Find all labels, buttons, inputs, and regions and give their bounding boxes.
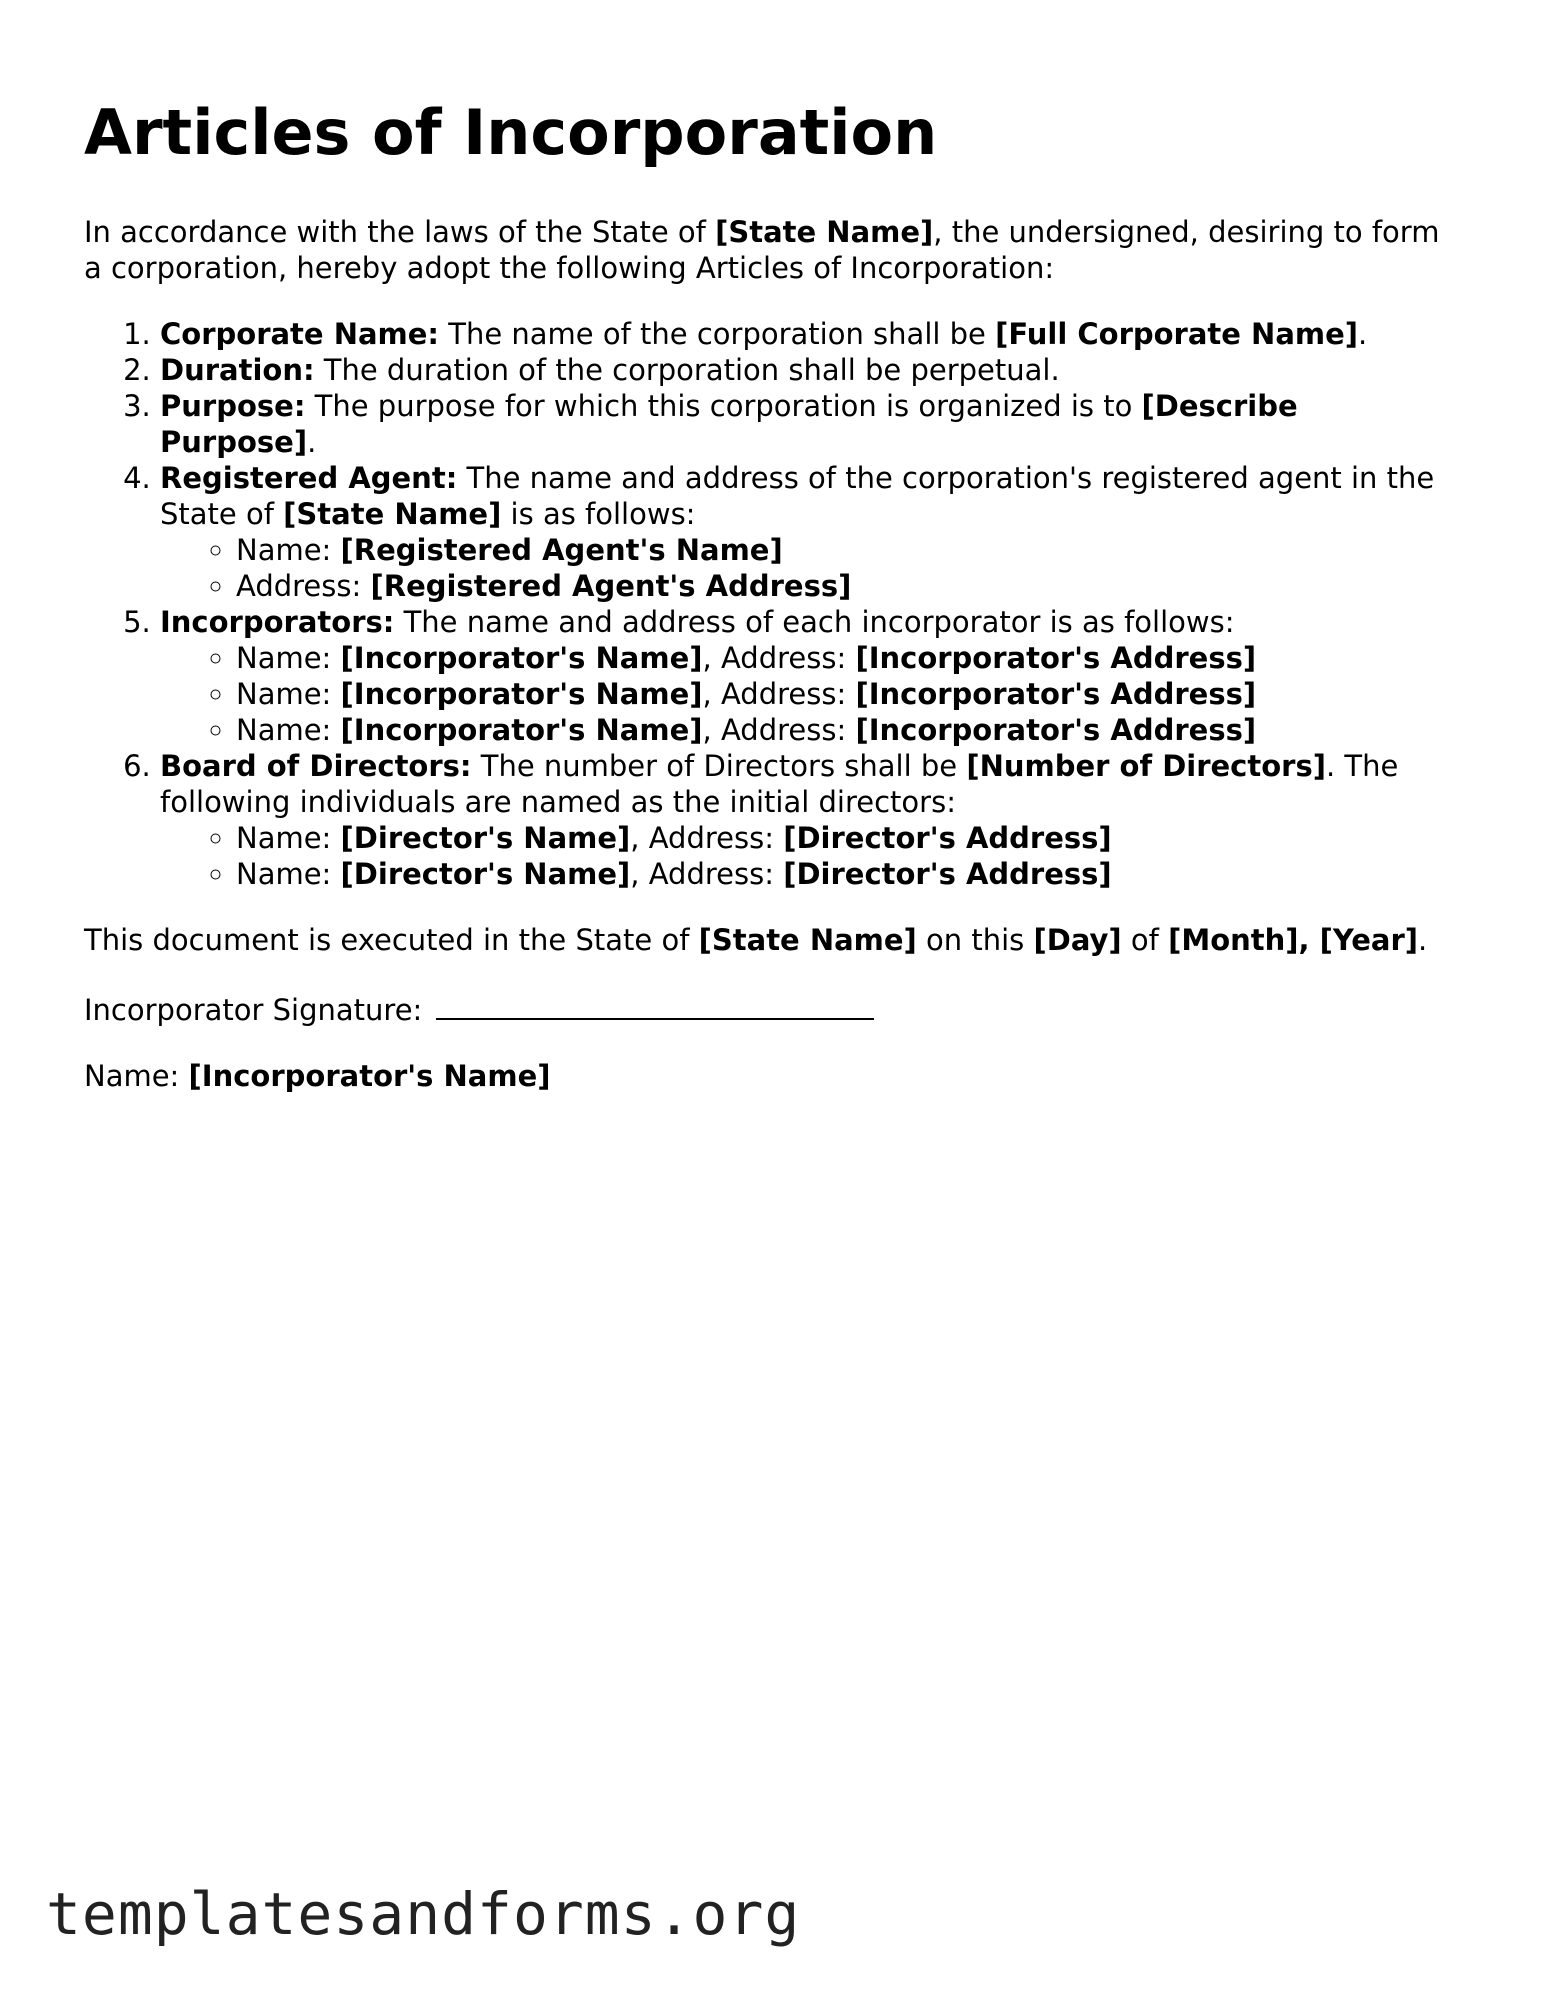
agent-address-item — [236, 568, 1460, 604]
director-item — [236, 856, 1460, 892]
incorporator-address-placeholder: [Incorporator's Address] — [855, 713, 1257, 748]
field-label: Name: — [236, 533, 341, 568]
field-label: Name: — [236, 857, 341, 892]
incorporators-list — [160, 640, 1460, 748]
director-item — [236, 820, 1460, 856]
signer-name-label: Name: — [84, 1059, 189, 1094]
field-label: Name: — [236, 641, 341, 676]
signer-name-line — [84, 1058, 1460, 1094]
article-text: The purpose for which this corporation is organized is to — [305, 389, 1142, 424]
execution-text: on this — [916, 923, 1034, 958]
article-board-of-directors — [160, 748, 1460, 892]
intro-text-post: , the undersigned, desiring to form a corporation, hereby adopt the following Articles of Incorporation: — [84, 215, 1440, 286]
incorporator-item — [236, 640, 1460, 676]
directors-list — [160, 820, 1460, 892]
article-label: Corporate Name: — [160, 317, 440, 352]
incorporator-name-placeholder: [Incorporator's Name] — [340, 641, 703, 676]
field-label: Name: — [236, 713, 341, 748]
director-address-placeholder: [Director's Address] — [783, 821, 1112, 856]
incorporator-item — [236, 676, 1460, 712]
article-text: The name of the corporation shall be — [439, 317, 996, 352]
intro-text-pre: In accordance with the laws of the State of — [84, 215, 716, 250]
article-label: Registered Agent: — [160, 461, 458, 496]
execution-paragraph — [84, 922, 1460, 958]
field-label: , Address: — [630, 821, 784, 856]
execution-text: . — [1418, 923, 1428, 958]
article-purpose — [160, 388, 1460, 460]
incorporator-address-placeholder: [Incorporator's Address] — [855, 677, 1257, 712]
article-label: Board of Directors: — [160, 749, 472, 784]
article-text: The name and address of each incorporator is as follows: — [394, 605, 1235, 640]
article-text: The name and address of the corporation's registered agent in the State of — [160, 461, 1435, 532]
signer-name-placeholder: [Incorporator's Name] — [188, 1059, 551, 1094]
incorporator-name-placeholder: [Incorporator's Name] — [340, 677, 703, 712]
document-title: Articles of Incorporation — [84, 96, 938, 169]
execution-text: This document is executed in the State of — [84, 923, 699, 958]
field-label: , Address: — [702, 677, 856, 712]
signature-field[interactable] — [436, 988, 874, 1020]
agent-state-placeholder: [State Name] — [283, 497, 502, 532]
agent-name-placeholder: [Registered Agent's Name] — [340, 533, 783, 568]
execution-text: of — [1121, 923, 1169, 958]
field-label: , Address: — [630, 857, 784, 892]
article-text-end: . The following individuals are named as the initial directors: — [160, 749, 1399, 820]
incorporator-address-placeholder: [Incorporator's Address] — [855, 641, 1257, 676]
corporate-name-placeholder: [Full Corporate Name] — [995, 317, 1359, 352]
article-label: Incorporators: — [160, 605, 395, 640]
article-duration — [160, 352, 1460, 388]
article-text-end: . — [307, 425, 317, 460]
article-label: Purpose: — [160, 389, 306, 424]
execution-day-placeholder: [Day] — [1033, 923, 1122, 958]
field-label: , Address: — [702, 713, 856, 748]
article-text-end: is as follows: — [501, 497, 696, 532]
field-label: Name: — [236, 677, 341, 712]
article-text: The number of Directors shall be — [471, 749, 967, 784]
director-name-placeholder: [Director's Name] — [340, 821, 631, 856]
field-label: Address: — [236, 569, 371, 604]
execution-month-year-placeholder: [Month], [Year] — [1168, 923, 1419, 958]
field-label: Name: — [236, 821, 341, 856]
director-address-placeholder: [Director's Address] — [783, 857, 1112, 892]
article-text: The duration of the corporation shall be perpetual. — [314, 353, 1060, 388]
article-text-end: . — [1358, 317, 1368, 352]
incorporator-name-placeholder: [Incorporator's Name] — [340, 713, 703, 748]
article-incorporators — [160, 604, 1460, 748]
articles-list — [84, 316, 1460, 892]
incorporator-item — [236, 712, 1460, 748]
field-label: , Address: — [702, 641, 856, 676]
agent-address-placeholder: [Registered Agent's Address] — [370, 569, 852, 604]
purpose-placeholder: [Describe Purpose] — [160, 389, 1298, 460]
article-corporate-name — [160, 316, 1460, 352]
document-page — [84, 96, 1460, 1124]
number-of-directors-placeholder: [Number of Directors] — [966, 749, 1326, 784]
director-name-placeholder: [Director's Name] — [340, 857, 631, 892]
article-label: Duration: — [160, 353, 315, 388]
article-registered-agent — [160, 460, 1460, 604]
intro-state-placeholder: [State Name] — [715, 215, 934, 250]
execution-state-placeholder: [State Name] — [698, 923, 917, 958]
signature-line — [84, 988, 1460, 1028]
signature-label: Incorporator Signature: — [84, 993, 423, 1028]
agent-details-list — [160, 532, 1460, 604]
agent-name-item — [236, 532, 1460, 568]
watermark: templatesandforms.org — [46, 1880, 801, 1948]
intro-paragraph — [84, 214, 1460, 286]
